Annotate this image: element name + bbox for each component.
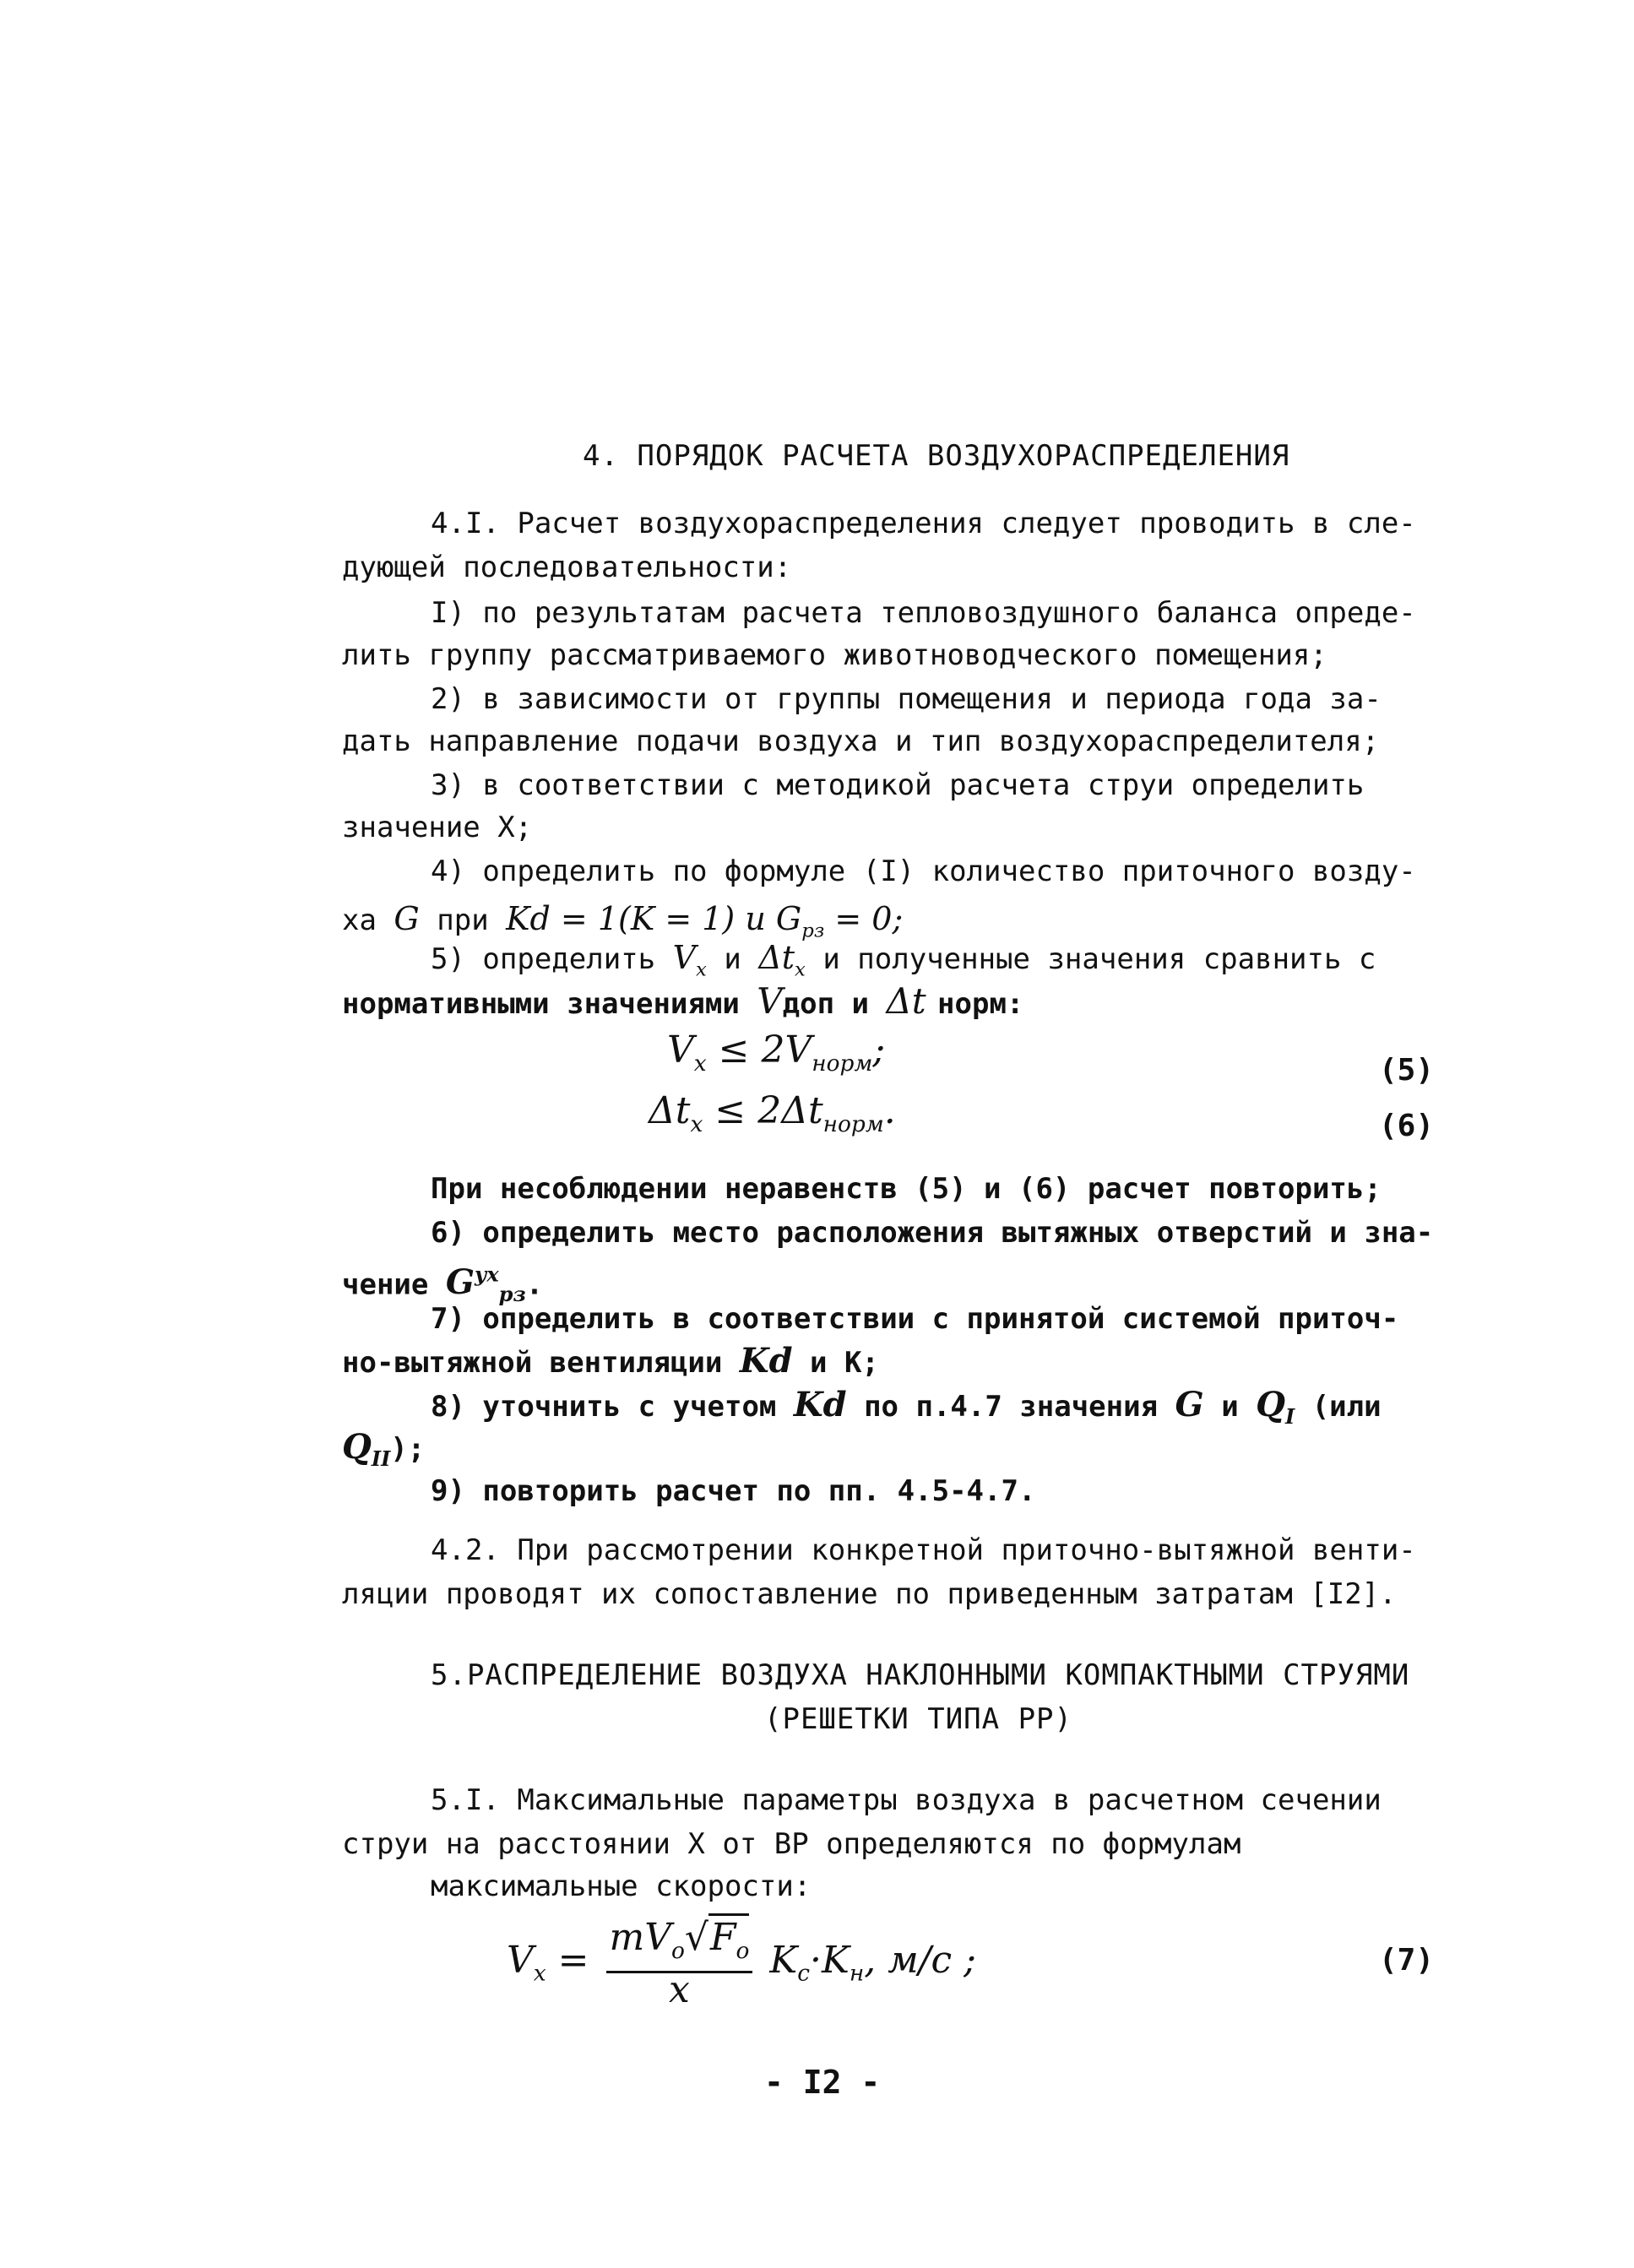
step-4-line-1: 4) определить по формуле (I) количество приточного возду- [431,855,1416,888]
g-uh-rz-symbol: $G^{ух}_{рз}$ [445,1262,526,1307]
step-3-line-1: 3) в соответствии с методикой расчета струи определить [431,768,1365,802]
paragraph-5-1-line-1: 5.I. Максимальные параметры воздуха в расчетном сечении [431,1783,1382,1817]
q1-symbol: $Q_I$ [1256,1385,1295,1429]
section-5-heading-line-1: 5.РАСПРЕДЕЛЕНИЕ ВОЗДУХА НАКЛОННЫМИ КОМПАКТНЫМИ СТРУЯМИ [431,1658,1410,1692]
step-7-line-1: 7) определить в соответствии с принятой системой приточ- [431,1302,1399,1336]
step-6-line-1: 6) определить место расположения вытяжных отверстий и зна- [431,1216,1434,1250]
delta-t-norm-symbol: Δt [886,980,938,1022]
kd-symbol-2: Kd [793,1385,847,1424]
g-symbol-2: G [1175,1385,1204,1424]
paragraph-5-1-line-2: струи на расстоянии X от ВР определяются по формулам [342,1827,1241,1861]
v-dop-label: доп [782,987,835,1021]
equation-5: $V_x \le 2V_{норм}$; [667,1028,886,1077]
step-8-line-1: 8) уточнить с учетом Kd по п.4.7 значения G и $Q_I$ (или [431,1385,1382,1429]
paragraph-4-1-line-1: 4.I. Расчет воздухораспределения следует проводить в сле- [431,507,1416,540]
step-5-text-a: 5) определить [431,942,673,976]
equation-7-number: (7) [1379,1943,1435,1978]
equation-7-fraction: $\frac{mV_o√F_o}{x}$ [606,1918,753,2007]
step-1-line-2: лить группу рассматриваемого животноводческого помещения; [342,638,1327,672]
step-4-text: ха [342,903,394,937]
kd-symbol: Kd [739,1341,793,1381]
step-7-line-2: но-вытяжной вентиляции Kd и K; [342,1341,879,1381]
equation-6: $\Delta t_x \le 2\Delta t_{норм}$. [649,1089,896,1137]
equation-7: $V_x$ = $\frac{mV_o√F_o}{x}$ $K_c\cdot K_н$, м/с ; [507,1918,976,2007]
step-5-text-f: норм: [937,987,1024,1021]
kd-condition: Kd = 1(K = 1) и $G_{рз} = 0$; [506,900,904,942]
paragraph-4-1-line-2: дующей последовательности: [342,551,792,584]
section-4-heading: 4. ПОРЯДОК РАСЧЕТА ВОЗДУХОРАСПРЕДЕЛЕНИЯ [583,439,1290,473]
step-9: 9) повторить расчет по пп. 4.5-4.7. [431,1474,1036,1508]
paragraph-4-2-line-1: 4.2. При рассмотрении конкретной приточно-вытяжной венти- [431,1533,1416,1567]
equation-5-number: (5) [1379,1053,1435,1088]
paragraph-4-2-line-2: ляции проводят их сопоставление по приведенным затратам [I2]. [342,1577,1397,1611]
step-8-line-2: $Q_{II}$); [342,1427,426,1471]
q2-symbol: $Q_{II}$ [342,1427,391,1471]
step-5-text-e: и [834,987,887,1021]
step-5-text-b: и [706,942,759,976]
step-6-line-2: чение $G^{ух}_{рз}$. [342,1262,544,1307]
step-2-line-2: дать направление подачи воздуха и тип воздухораспределителя; [342,724,1380,758]
equation-6-number: (6) [1379,1109,1435,1143]
section-5-heading-line-2: (РЕШЕТКИ ТИПА РР) [764,1702,1072,1736]
step-2-line-1: 2) в зависимости от группы помещения и периода года за- [431,682,1382,716]
step-5-line-2 [342,980,1024,1022]
step-5-text-d: нормативными значениями [342,987,757,1021]
g-symbol: G [394,900,420,937]
step-4-text-pri: при [419,903,507,937]
repeat-instruction: При несоблюдении неравенств (5) и (6) расчет повторить; [431,1172,1382,1206]
paragraph-5-1-line-3: максимальные скорости: [431,1869,812,1903]
vx-symbol: $V_x$ [672,939,707,981]
page-number: - I2 - [764,2064,881,2101]
step-5-text-c: и полученные значения сравнить с [805,942,1376,976]
v-dop-symbol: V [757,980,783,1022]
step-3-line-2: значение X; [342,811,533,844]
step-1-line-1: I) по результатам расчета тепловоздушного баланса опреде- [431,596,1416,630]
delta-tx-symbol: $\Delta t_x$ [758,939,806,981]
